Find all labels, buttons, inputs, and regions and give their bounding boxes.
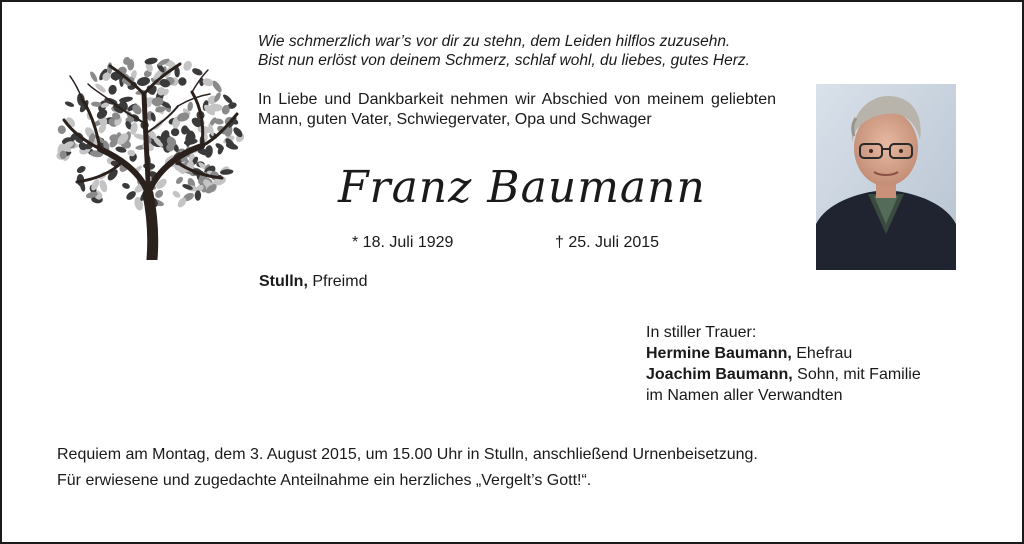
residence-secondary: Pfreimd (307, 273, 368, 290)
mourners-closing: im Namen aller Verwandten (646, 387, 843, 404)
tree-leaf (177, 76, 188, 87)
tree-leaf (202, 77, 215, 88)
poem-line-1: Wie schmerzlich war’s vor dir zu stehn, dem Leiden hilflos zuzusehn. (258, 33, 731, 50)
tree-leaf (121, 182, 131, 190)
mourner-name: Joachim Baumann, (646, 366, 793, 383)
tree-leaf (182, 59, 194, 72)
mourner-relation: Sohn, mit Familie (792, 366, 921, 383)
thanks-text: Für erwiesene und zugedachte Anteilnahme ein herzliches „Vergelt’s Gott!“. (57, 472, 592, 489)
intro-text: In Liebe und Dankbarkeit nehmen wir Abschied von meinem geliebten Mann, guten Vater, Schwiegervater, Opa und Schwager (258, 91, 776, 128)
tree-icon (52, 54, 246, 260)
residence (259, 273, 367, 291)
tree-leaf (98, 179, 108, 193)
tree-leaf (154, 188, 165, 199)
tree-leaf (57, 125, 67, 135)
death-date: † 25. Juli 2015 (555, 234, 660, 251)
portrait-photo (816, 84, 956, 270)
tree-leaf (170, 127, 180, 137)
tree-leaf (191, 67, 204, 77)
mourner-row (646, 343, 921, 364)
mourners (646, 322, 921, 406)
tree-leaf (89, 70, 99, 83)
tree-leaf (204, 145, 214, 159)
birth-date: * 18. Juli 1929 (352, 234, 454, 251)
tree-leaf (171, 190, 181, 200)
poem (258, 32, 750, 70)
residence-primary: Stulln, (259, 273, 308, 290)
tree-leaf (94, 82, 107, 94)
requiem-text: Requiem am Montag, dem 3. August 2015, um 15.00 Uhr in Stulln, anschließend Urnenbeisetzung. (57, 446, 758, 463)
portrait-icon (816, 84, 956, 270)
tree-leaf (64, 100, 75, 108)
tree-leaf (195, 190, 202, 201)
tree-leaf (108, 84, 118, 95)
tree-leaf (175, 176, 185, 186)
tree-leaf (136, 76, 151, 87)
poem-line-2: Bist nun erlöst von deinem Schmerz, schlaf wohl, du liebes, gutes Herz. (258, 52, 750, 69)
deceased-name: Franz Baumann (338, 162, 706, 213)
mourner-name: Hermine Baumann, (646, 345, 792, 362)
mourner-relation: Ehefrau (791, 345, 853, 362)
mourner-row (646, 364, 921, 385)
tree-leaf (76, 164, 87, 174)
footer (57, 442, 758, 494)
mourners-heading: In stiller Trauer: (646, 324, 757, 341)
